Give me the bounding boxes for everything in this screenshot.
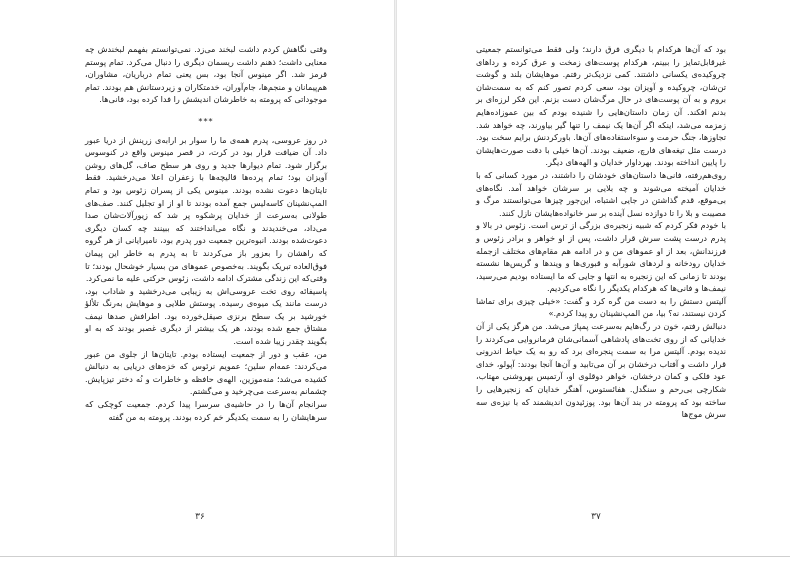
right-page bbox=[397, 0, 790, 551]
paragraph: با خودم فکر کردم که شبیه زنجیره‌ی بزرگی از ترس است. زئوس در بالا و پدرم درست پشت سرش قرار داشت، پس از او خواهر و برادر زئوس و فرزندانش، بعد از او عموهای من و در ادامه هم مقام‌های مختلف ازجمله خدایان رودخانه و لردهای شورآبه و قبوری‌ها و ویندها و گریس‌ها نشسته بودند تا زمانی که این زنجیره به انتها و جایی که ما ایستاده بودیم می‌رسید، نیمف‌ها و فانی‌ها که هرکدام یکدیگر را نگاه می‌کردیم. bbox=[476, 220, 726, 294]
paragraph: روی‌هم‌رفته، فانی‌ها داستان‌های خودشان را داشتند، در مورد کسانی که با خدایان آمیخته می‌شوند و چه بلایی بر سرشان خواهد آمد. نگاه‌های بی‌موقع، قدم گذاشتن در جایی اشتباه، این‌جور چیزها می‌توانستند مرگ و مصیبت و بلا را تا دوازده نسل آینده بر سر خانواده‌هایشان نازل کنند. bbox=[476, 169, 726, 218]
paragraph: من، عقب و دور از جمعیت ایستاده بودم. تایتان‌ها از جلوی من عبور می‌کردند: عمه‌ام سلین؛ عمویم نرئوس که خزه‌های دریایی به دنبالش کشیده می‌شد؛ منه‌موزین، الهه‌ی حافظه و خاطرات و نُه دختر تیزپایش. چشمانم به‌سرعت می‌چرخید و می‌گشتم. bbox=[85, 348, 327, 397]
paragraph: آلیتس دستش را به دست من گره کرد و گفت: «خیلی چیزی برای تماشا کردن نیستند، نه؟ بیا، من المپ‌نشینان رو پیدا کردم.» bbox=[476, 295, 726, 319]
paragraph: وقتی نگاهش کردم داشت لبخند می‌زد. نمی‌توانستم بفهمم لبخندش چه معنایی داشت؛ ذهنم داشت ریسمان دیگری را دنبال می‌کرد. تمام پوستم قرمز شد. اگر مینوس آنجا بود، بس یعنی تمام درباریان، مشاوران، هم‌پیمانان و منجم‌ها، جام‌آوران، خدمتکاران و زیردستانش هم بودند. تمام موجوداتی که پرومته به خاطرشان اندیشش را فدا کرده بود، فانی‌ها. bbox=[85, 44, 327, 105]
paragraph: پاسیفائه روی تخت عروسی‌اش به زیبایی می‌درخشید و شاداب بود، درست مانند یک میوه‌ی رسیده. پوستش طلایی و موهایش به‌رنگ تلألؤ خورشید بر یک سطح برنزی صیقل‌خورده بود. اطرافش صدها نیمف مشتاق جمع شده بودند، هر یک بیشتر از دیگری غصبر بودند که به او بگویند چقدر زیبا شده است. bbox=[85, 285, 327, 347]
paragraph: دنبالش رفتم، خون در رگ‌هایم به‌سرعت پمپاژ می‌شد. من هرگز یکی از آن خدایانی که از روی تخت‌های پادشاهی آسمانی‌شان فرمانروایی می‌کردند را ندیده بودم. آلیتس مرا به سمت پنجره‌ای برد که رو به یک حیاط اندرونی قرار داشت و آفتاب درخشان بر آن می‌تابید و آن‌ها آنجا بودند: آپولو، خدای عود فلکی و کمان درخشان، خواهر دوقلوی او، آرتمیس بهروشنی مهتاب، شکارچی بی‌رحم و سنگدل. هفائستوس، آهنگر خدایان که زنجیرهایی را ساخته بود که پرومته در بند آن‌ها بود. پوزئیدون اندیشمند که با نیزه‌ی سه سرش موج‌ها bbox=[476, 321, 726, 420]
paragraph: بود که آن‌ها هرکدام با دیگری فرق دارند؛ ولی فقط می‌توانستم جمعیتی غیرقابل‌تمایز را ببینم، هرکدام پوست‌های زمخت و عرق کرده و ردا‌های چروکیده‌ی یکسانی داشتند. کمی نزدیک‌تر رفتم. موهایشان بلند و گوشت تن‌شان، چروکیده و آویزان بود، سعی کردم تصور کنم که به سمت‌شان بروم و به آن پوست‌های در حال مرگ‌شان دست بزنم. این فکر لرزه‌ای بر بدنم افکند. آن زمان داستان‌هایی را شنیده بودم که بین عموزاده‌هایم زمزمه می‌شد، اینکه اگر آن‌ها یک نیمف را تنها گیر بیاورند، چه خواهد شد. تجاوزها، جنگ حرمت و سوءاستفاده‌های آن‌ها. باورکردنش برایم سخت بود. درست مثل تیغه‌های فارچ، ضعیف بودند. آن‌ها خیلی با دقت صورت‌هایشان را پایین انداخته بودند. بهرداوار خدایان و الهه‌های دیگر. bbox=[476, 44, 726, 168]
section-separator: *** bbox=[198, 115, 214, 126]
left-page bbox=[0, 0, 394, 551]
left-page-text bbox=[85, 43, 327, 423]
paragraph: در روز عروسی، پدرم همه‌ی ما را سوار بر ارابه‌ی زرینش از دریا عبور داد. آن ضیافت قرار بود در کرت، در قصر مینوس واقع در کنوسوس برگزار شود. تمام دیوارها جدید و روی هر سطح صاف، گل‌های روشن آویزان بود؛ تمام پرده‌ها قالیچه‌ها با زعفران اعلا می‌درخشید. فقط تایتان‌ها دعوت نشده بودند. مینوس یکی از پسران زئوس بود و تمام المپ‌نشینان کاسه‌لیس جمع آمده بودند تا او از او تجلیل کنند. صف‌های طولانی به‌سرعت از خدایان پرشکوه پر شد که زیورآلات‌شان صدا می‌داد، می‌خندیدند و نگاه می‌انداختند که ببینند چه کسان دیگری دعوت‌شده بودند. انبوه‌ترین جمعیت دور پدرم بود، نامیرایانی از هر گروه که راهشان را بعزور باز می‌کردند تا به پدرم به خاطر این پیمان فوق‌العاده تبریک بگویند. به‌خصوص عموهای من بسیار خوشحال بودند؛ تا وقتی‌که این زندگی مشترک ادامه داشت، زئوس حرکتی علیه ما نمی‌کرد. bbox=[85, 134, 327, 284]
right-page-text bbox=[476, 43, 726, 421]
page-number: ۳۷ bbox=[591, 512, 601, 522]
page-number: ۳۶ bbox=[195, 512, 205, 522]
page-bottom-edge bbox=[0, 556, 790, 557]
paragraph: سرانجام آن‌ها را در حاشیه‌ی سرسرا پیدا کردم. جمعیت کوچکی که سرهایشان را به سمت یکدیگر خم کرده بودند. پرومته به من گفته bbox=[85, 399, 327, 422]
